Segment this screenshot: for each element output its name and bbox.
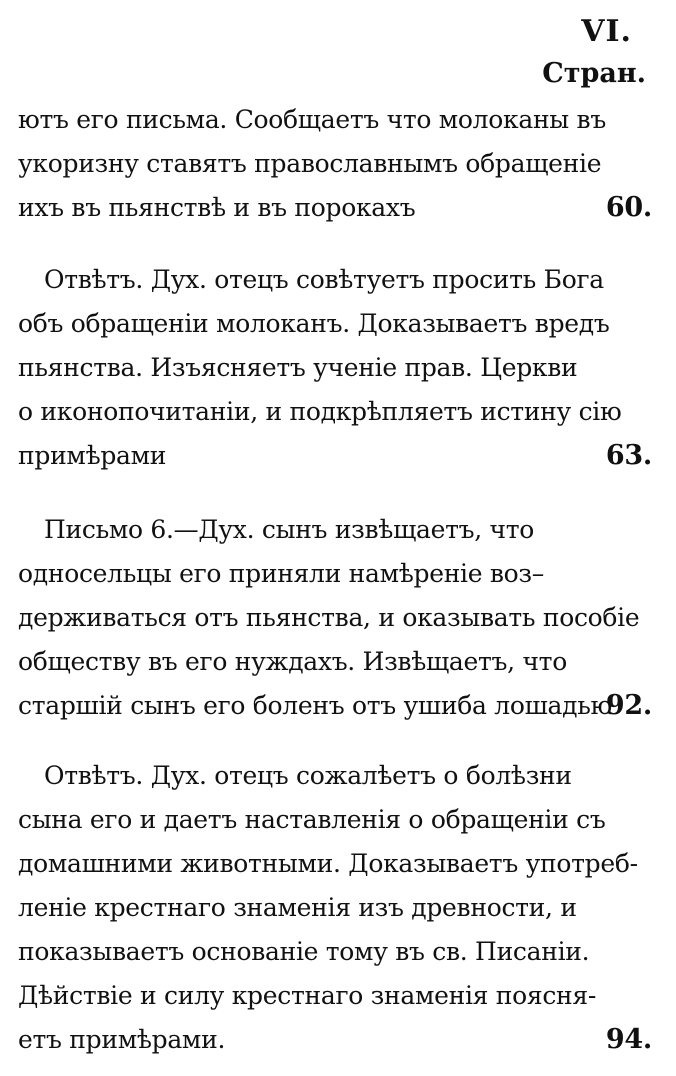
toc-entry-text: обществу въ его нуждахъ. Извѣщаетъ, что (18, 647, 567, 676)
toc-entry-text: объ обращеніи молоканъ. Доказываетъ вредъ (18, 309, 610, 338)
page-column-header: Стран. (542, 58, 646, 89)
toc-entry-text: Дѣйствіе и силу крестнаго знаменія поясня- (18, 981, 597, 1010)
toc-entry-line (18, 186, 652, 230)
toc-entry-line (18, 596, 652, 640)
toc-entry-text: Письмо 6.—Дух. сынъ извѣщаетъ, что (44, 515, 535, 544)
toc-entry-text: ютъ его письма. Сообщаетъ что молоканы въ (18, 105, 606, 134)
toc-entry-line (18, 798, 652, 842)
toc-entry-line (18, 508, 652, 552)
toc-entry-line (18, 552, 652, 596)
toc-entry-text: етъ примѣрами. (18, 1025, 226, 1054)
toc-entry (18, 98, 652, 230)
toc-entry-line (18, 390, 652, 434)
toc-entry-text: ихъ въ пьянствѣ и въ порокахъ (18, 193, 416, 222)
toc-entry-text: односельцы его приняли намѣреніе воз– (18, 559, 544, 588)
toc-entry-text: Отвѣтъ. Дух. отецъ совѣтуетъ просить Бога (44, 265, 604, 294)
toc-entry-text: примѣрами (18, 441, 167, 470)
toc-page-reference: 92. (605, 690, 652, 721)
toc-entry-text: о иконопочитаніи, и подкрѣпляетъ истину сію (18, 397, 622, 426)
toc-entry-line (18, 684, 652, 728)
toc-entry-text: домашними животными. Доказываетъ употреб- (18, 849, 638, 878)
toc-entry-text: держиваться отъ пьянства, и оказывать пособіе (18, 603, 640, 632)
toc-entry-line (18, 1018, 652, 1062)
toc-entry-line (18, 640, 652, 684)
toc-entry-line (18, 98, 652, 142)
toc-page-reference: 94. (605, 1024, 652, 1055)
toc-entry-line (18, 842, 652, 886)
toc-entry (18, 754, 652, 1062)
toc-entry-line (18, 930, 652, 974)
toc-entry-line (18, 142, 652, 186)
toc-entry-text: Отвѣтъ. Дух. отецъ сожалѣетъ о болѣзни (44, 761, 572, 790)
page-number: VI. (581, 14, 632, 49)
toc-entry-text: старшій сынъ его боленъ отъ ушиба лошадью (18, 691, 612, 720)
toc-page-reference: 63. (605, 440, 652, 471)
toc-entry (18, 508, 652, 728)
toc-entry-text: пьянства. Изъясняетъ ученіе прав. Церкви (18, 353, 578, 382)
toc-entry-line (18, 346, 652, 390)
toc-entry-text: показываетъ основаніе тому въ св. Писаніи. (18, 937, 590, 966)
toc-entry-line (18, 302, 652, 346)
toc-entry-line (18, 974, 652, 1018)
toc-entry-text: леніе крестнаго знаменія изъ древности, и (18, 893, 577, 922)
toc-entry-text: сына его и даетъ наставленія о обращеніи съ (18, 805, 606, 834)
toc-entry-line (18, 258, 652, 302)
toc-entry (18, 258, 652, 478)
toc-entry-line (18, 754, 652, 798)
toc-entry-line (18, 886, 652, 930)
toc-entry-text: укоризну ставятъ православнымъ обращеніе (18, 149, 602, 178)
toc-entry-line (18, 434, 652, 478)
toc-page-reference: 60. (605, 192, 652, 223)
